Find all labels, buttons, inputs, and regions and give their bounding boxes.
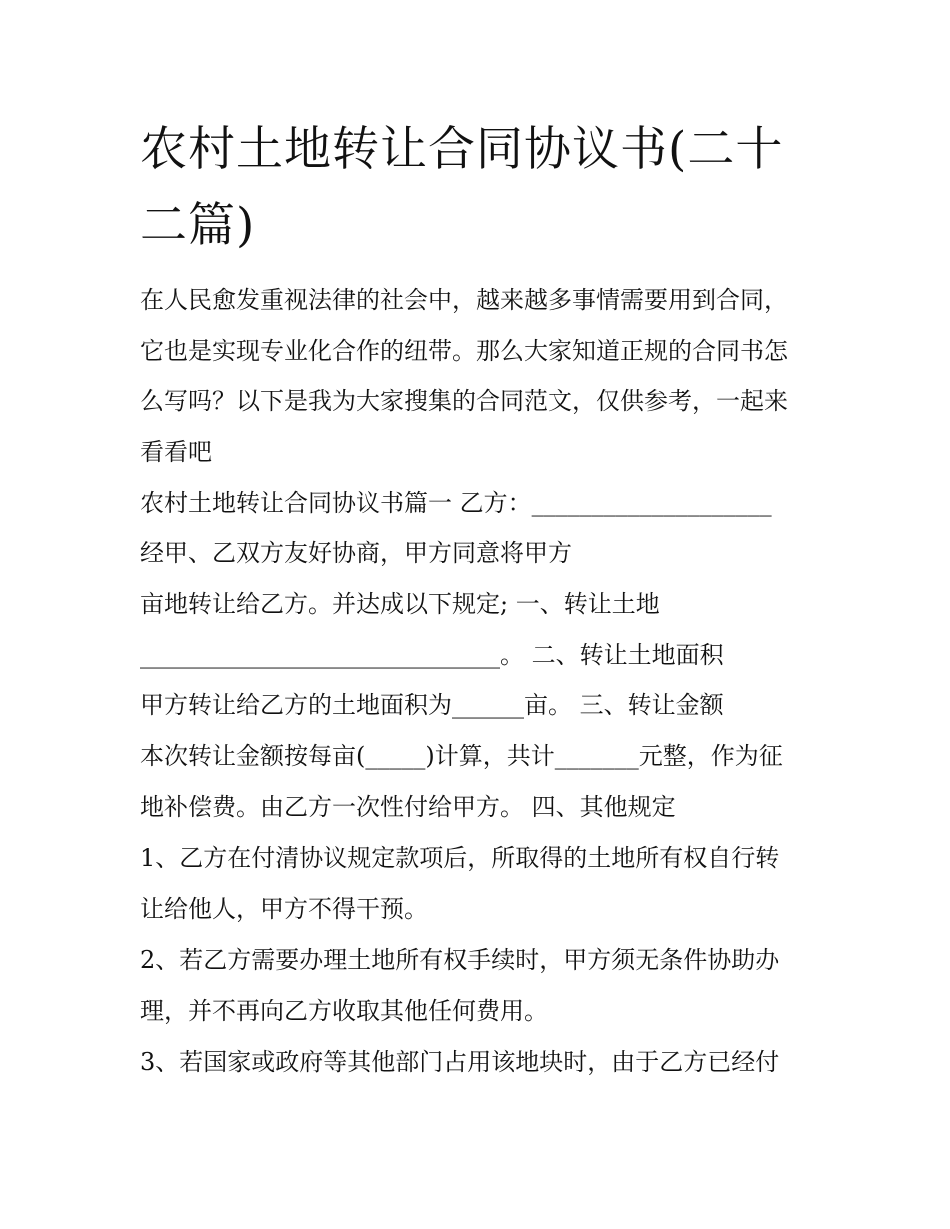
body-line: 1、乙方在付清协议规定款项后，所取得的土地所有权自行转	[140, 844, 780, 872]
document-title: 农村土地转让合同协议书(二十二篇)	[140, 122, 784, 253]
body-line: 看看吧	[140, 438, 212, 466]
body-line: 农村土地转让合同协议书篇一 乙方：____________________	[140, 489, 772, 517]
body-line: 么写吗？以下是我为大家搜集的合同范文，仅供参考，一起来	[140, 387, 788, 415]
body-line: 甲方转让给乙方的土地面积为______亩。 三、转让金额	[140, 691, 724, 719]
body-line: 3、若国家或政府等其他部门占用该地块时，由于乙方已经付	[140, 1048, 780, 1076]
body-line: 经甲、乙双方友好协商，甲方同意将甲方	[140, 539, 572, 567]
body-line: 地补偿费。由乙方一次性付给甲方。 四、其他规定	[140, 793, 676, 821]
body-line: 在人民愈发重视法律的社会中，越来越多事情需要用到合同，	[140, 286, 788, 314]
body-line: 让给他人，甲方不得干预。	[140, 895, 428, 923]
body-line: 理，并不再向乙方收取其他任何费用。	[140, 997, 548, 1025]
body-line: 2、若乙方需要办理土地所有权手续时，甲方须无条件协助办	[140, 946, 780, 974]
body-line: 它也是实现专业化合作的纽带。那么大家知道正规的合同书怎	[140, 337, 788, 365]
body-line: 亩地转让给乙方。并达成以下规定; 一、转让土地	[140, 590, 660, 618]
body-line: ______________________________。 二、转让土地面积	[140, 641, 724, 669]
body-line: 本次转让金额按每亩(_____)计算，共计_______元整，作为征	[140, 742, 783, 770]
